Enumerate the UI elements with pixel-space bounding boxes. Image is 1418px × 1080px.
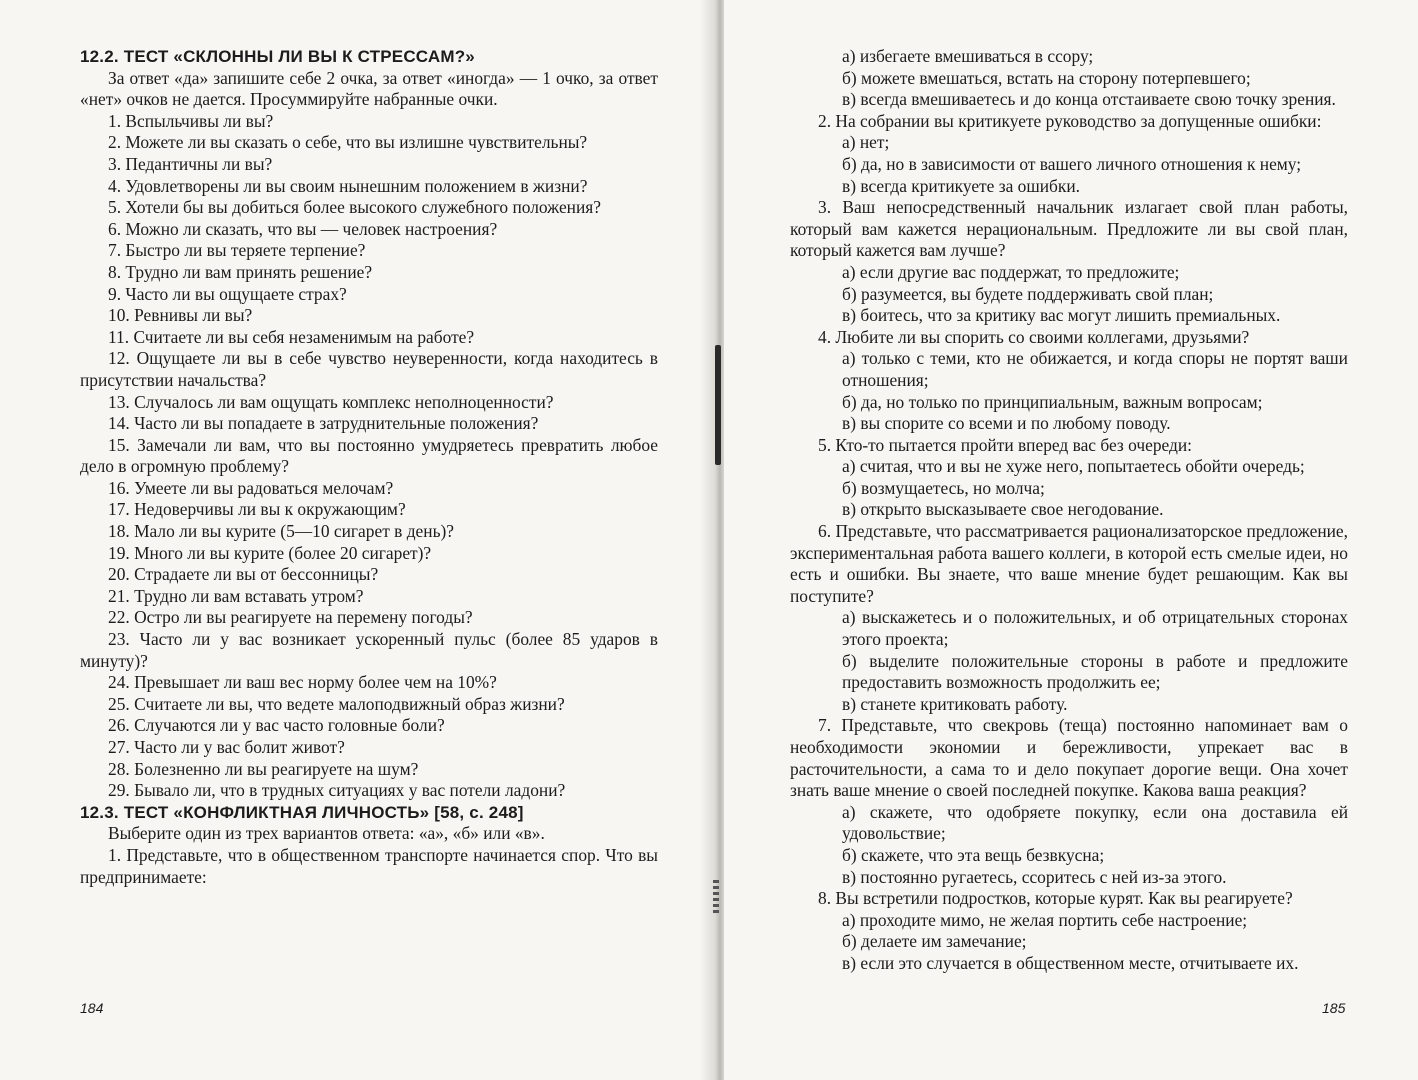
conflict-question: 8. Вы встретили подростков, которые курят. Как вы реагируете? xyxy=(818,888,1293,909)
answer-option: б) можете вмешаться, встать на сторону потерпевшего; xyxy=(842,67,1251,88)
answer-option: в) открыто высказываете свое негодование. xyxy=(842,499,1164,520)
conflict-question-1: 1. Представьте, что в общественном транспорте начинается спор. Что вы предпринимаете: xyxy=(80,844,658,887)
stress-question-2: 2. Можете ли вы сказать о себе, что вы излишне чувствительны? xyxy=(108,132,588,153)
answer-option: в) станете критиковать работу. xyxy=(842,693,1068,714)
answer-option: в) всегда критикуете за ошибки. xyxy=(842,175,1080,196)
stress-question-29: 29. Бывало ли, что в трудных ситуациях у вас потели ладони? xyxy=(108,780,566,801)
answer-option: а) выскажетесь и о положительных, и об отрицательных сторонах этого проекта; xyxy=(842,607,1348,650)
right-text-column xyxy=(790,46,1348,975)
stress-question-8: 8. Трудно ли вам принять решение? xyxy=(108,261,373,282)
stress-question-19: 19. Много ли вы курите (более 20 сигарет)? xyxy=(108,542,432,563)
answer-option: а) считая, что и вы не хуже него, попытаетесь обойти очередь; xyxy=(842,456,1305,477)
stress-question-13: 13. Случалось ли вам ощущать комплекс неполноценности? xyxy=(108,391,554,412)
heading-title: 12.3. ТЕСТ «КОНФЛИКТНАЯ ЛИЧНОСТЬ» xyxy=(80,802,430,822)
scoring-instructions: За ответ «да» запишите себе 2 очка, за ответ «иногда» — 1 очко, за ответ «нет» очков не дается. Просуммируйте набранные очки. xyxy=(80,67,658,110)
answer-option: б) возмущаетесь, но молча; xyxy=(842,477,1045,498)
answer-option: в) всегда вмешиваетесь и до конца отстаиваете свою точку зрения. xyxy=(842,89,1336,110)
stress-question-22: 22. Остро ли вы реагируете на перемену погоды? xyxy=(108,607,473,628)
answer-option: б) да, но в зависимости от вашего личного отношения к нему; xyxy=(842,153,1302,174)
conflict-question: 7. Представьте, что свекровь (теща) постоянно напоминает вам о необходимости экономии и бережливости, упрекает вас в расточительности, а сама то и дело покупает дорогие вещи. Она хочет знать ваше мнение о своей последней покупке. Какова ваша реакция? xyxy=(790,715,1348,801)
stress-question-3: 3. Педантичны ли вы? xyxy=(108,153,273,174)
left-text-column xyxy=(80,46,658,888)
stress-question-9: 9. Часто ли вы ощущаете страх? xyxy=(108,283,347,304)
binding-thread xyxy=(715,345,721,465)
stress-question-11: 11. Считаете ли вы себя незаменимым на работе? xyxy=(108,326,475,347)
answer-option: б) делаете им замечание; xyxy=(842,931,1027,952)
stress-question-21: 21. Трудно ли вам вставать утром? xyxy=(108,585,364,606)
answer-instructions: Выберите один из трех вариантов ответа: «а», «б» или «в». xyxy=(108,823,545,844)
stress-question-27: 27. Часто ли у вас болит живот? xyxy=(108,737,345,757)
stress-question-25: 25. Считаете ли вы, что ведете малоподвижный образ жизни? xyxy=(108,693,565,714)
stress-question-10: 10. Ревнивы ли вы? xyxy=(108,305,253,326)
answer-option: в) постоянно ругаетесь, ссоритесь с ней из-за этого. xyxy=(842,866,1227,887)
stress-question-28: 28. Болезненно ли вы реагируете на шум? xyxy=(108,758,419,779)
page-number-right: 185 xyxy=(1322,1000,1346,1016)
section-heading-12-2: 12.2. ТЕСТ «СКЛОННЫ ЛИ ВЫ К СТРЕССАМ?» xyxy=(80,47,475,66)
answer-option: а) избегаете вмешиваться в ссору; xyxy=(842,46,1094,66)
stress-question-7: 7. Быстро ли вы теряете терпение? xyxy=(108,240,366,261)
stress-question-6: 6. Можно ли сказать, что вы — человек настроения? xyxy=(108,218,498,239)
stress-question-15: 15. Замечали ли вам, что вы постоянно умудряетесь превратить любое дело в огромную проблему? xyxy=(80,434,658,477)
answer-option: а) только с теми, кто не обижается, и когда споры не портят ваши отношения; xyxy=(842,348,1348,390)
page-number-left: 184 xyxy=(80,1000,104,1016)
conflict-question: 3. Ваш непосредственный начальник излагает свой план работы, который вам кажется нерациональным. Предложите ли вы свой план, который кажется вам лучше? xyxy=(790,197,1348,261)
stress-question-5: 5. Хотели бы вы добиться более высокого служебного положения? xyxy=(108,197,601,218)
answer-option: в) вы спорите со всеми и по любому поводу. xyxy=(842,413,1171,434)
stress-question-list xyxy=(80,111,658,802)
stress-question-18: 18. Мало ли вы курите (5—10 сигарет в день)? xyxy=(108,521,455,542)
stress-question-23: 23. Часто ли у вас возникает ускоренный пульс (более 85 ударов в минуту)? xyxy=(80,629,658,671)
stress-question-14: 14. Часто ли вы попадаете в затруднительные положения? xyxy=(108,413,539,434)
answer-option: в) боитесь, что за критику вас могут лишить премиальных. xyxy=(842,305,1281,326)
answer-option: в) если это случается в общественном месте, отчитываете их. xyxy=(842,952,1299,973)
stress-question-24: 24. Превышает ли ваш вес норму более чем на 10%? xyxy=(108,672,497,693)
stress-question-20: 20. Страдаете ли вы от бессонницы? xyxy=(108,564,379,585)
right-page xyxy=(724,0,1418,1080)
conflict-question: 5. Кто-то пытается пройти вперед вас без очереди: xyxy=(818,434,1193,455)
stress-question-1: 1. Вспыльчивы ли вы? xyxy=(108,110,274,131)
stress-question-17: 17. Недоверчивы ли вы к окружающим? xyxy=(108,499,406,520)
answer-option: б) выделите положительные стороны в работе и предложите предоставить возможность продолжить ее; xyxy=(842,650,1348,693)
stress-question-12: 12. Ощущаете ли вы в себе чувство неуверенности, когда находитесь в присутствии начальства? xyxy=(80,348,658,390)
stress-question-4: 4. Удовлетворены ли вы своим нынешним положением в жизни? xyxy=(108,175,588,196)
answer-option: б) разумеется, вы будете поддерживать свой план; xyxy=(842,283,1214,304)
answer-option: б) скажете, что эта вещь безвкусна; xyxy=(842,844,1105,865)
conflict-question: 6. Представьте, что рассматривается рационализаторское предложение, экспериментальная работа вашего коллеги, в которой есть смелые идеи, но есть и ошибки. Вы знаете, что ваше мнение будет решающим. Как вы поступите? xyxy=(790,521,1348,606)
binding-stitches xyxy=(713,880,719,916)
heading-reference: [58, с. 248] xyxy=(429,802,524,822)
answer-option: а) проходите мимо, не желая портить себе настроение; xyxy=(842,909,1248,930)
answer-option: а) нет; xyxy=(842,132,890,153)
conflict-question: 2. На собрании вы критикуете руководство за допущенные ошибки: xyxy=(818,110,1322,131)
answer-option: б) да, но только по принципиальным, важным вопросам; xyxy=(842,391,1263,412)
stress-question-16: 16. Умеете ли вы радоваться мелочам? xyxy=(108,477,394,498)
stress-question-26: 26. Случаются ли у вас часто головные боли? xyxy=(108,715,445,736)
answer-option: а) если другие вас поддержат, то предложите; xyxy=(842,261,1180,282)
answer-option: а) скажете, что одобряете покупку, если она доставила ей удовольствие; xyxy=(842,801,1348,844)
conflict-question: 4. Любите ли вы спорить со своими коллегами, друзьями? xyxy=(818,326,1250,347)
section-heading-12-3 xyxy=(80,802,658,824)
